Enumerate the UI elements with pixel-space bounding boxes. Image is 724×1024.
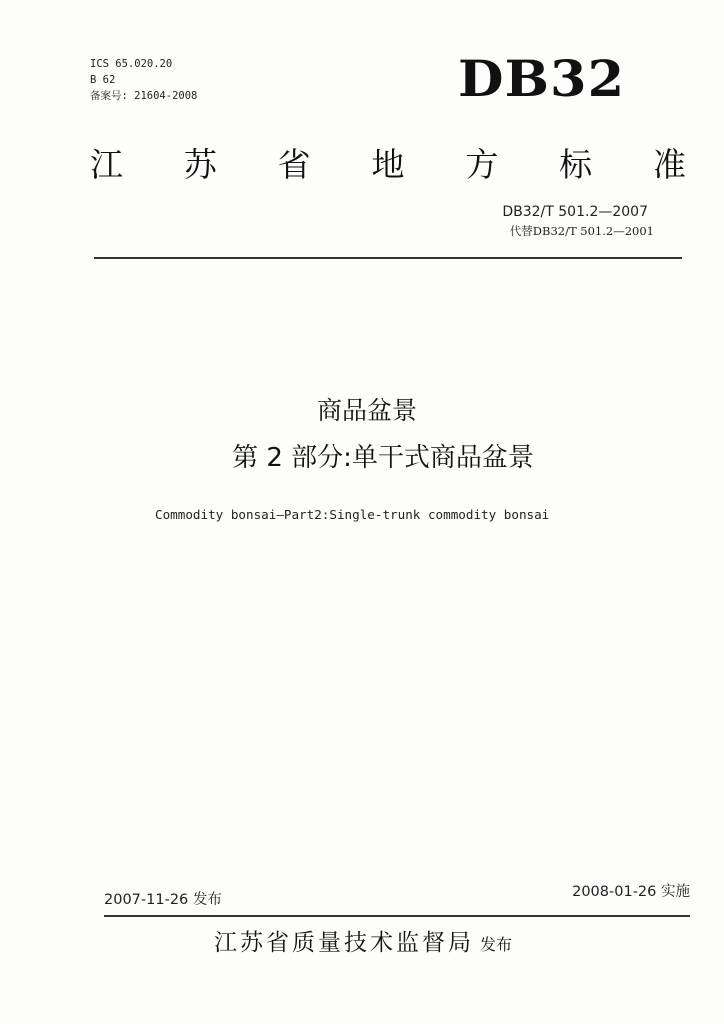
standard-type-char: 准	[652, 145, 686, 184]
classification-block	[90, 56, 197, 104]
footer-divider	[104, 915, 690, 917]
standard-type-char: 江	[90, 145, 123, 184]
standard-type-char: 省	[277, 145, 311, 184]
replaces-standard: 代替DB32/T 501.2—2001	[509, 224, 654, 238]
document-title: 商品盆景	[316, 396, 417, 425]
issuing-authority	[214, 926, 512, 962]
filing-number: 备案号: 21604-2008	[90, 90, 198, 102]
english-title: Commodity bonsai—Part2:Single-trunk commodity bonsai	[155, 507, 550, 522]
ics-code: ICS 65.020.20	[90, 58, 173, 70]
standard-type-char: 地	[371, 145, 405, 184]
issuer-name: 江苏省质量技术监督局	[214, 930, 474, 956]
standard-type-char: 方	[465, 145, 499, 184]
implement-date: 2008-01-26 实施	[572, 884, 690, 900]
db32-logo: DB32	[458, 49, 626, 108]
standard-number: DB32/T 501.2—2007	[502, 204, 648, 220]
issuer-action: 发布	[480, 935, 513, 954]
standard-type-char: 标	[559, 145, 593, 184]
standard-type-heading	[90, 145, 686, 185]
publish-date: 2007-11-26 发布	[104, 892, 222, 908]
document-subtitle: 第 2 部分:单干式商品盆景	[232, 443, 534, 473]
header-divider	[94, 257, 682, 259]
standard-type-char: 苏	[183, 145, 217, 184]
category-code: B 62	[90, 74, 116, 86]
